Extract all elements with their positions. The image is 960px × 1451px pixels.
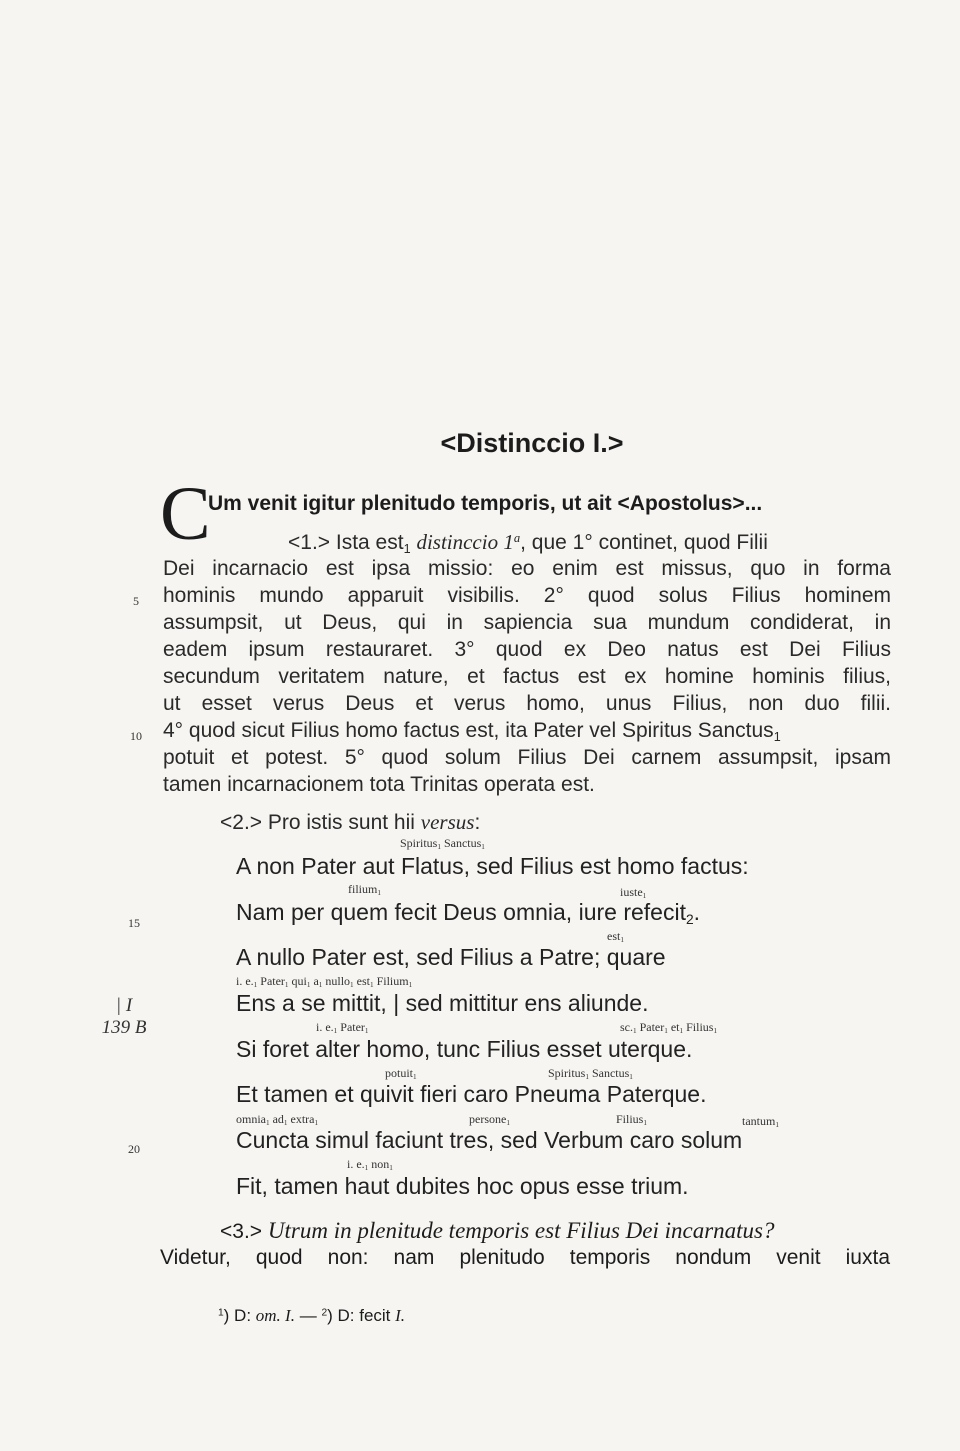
para1-line-4: assumpsit, ut Deus, qui in sapiencia sua mundum condiderat, in bbox=[163, 611, 891, 634]
paragraph-3-heading: <3.> Utrum in plenitude temporis est Filius Dei incarnatus? bbox=[220, 1218, 775, 1243]
para1-line-9: potuit et potest. 5° quod solum Filius Dei carnem assumpsit, ipsam bbox=[163, 746, 891, 769]
para1-line-3: hominis mundo apparuit visibilis. 2° quod solus Filius hominem bbox=[163, 584, 891, 607]
verse-line: Fit, tamen haut dubites hoc opus esse trium. bbox=[236, 1173, 689, 1199]
gloss: i. $e._1$ non$_1$ bbox=[347, 1157, 393, 1173]
gloss: iuste$_1$ bbox=[620, 885, 647, 901]
para1-line-10: tamen incarnacionem tota Trinitas operata est. bbox=[163, 773, 595, 796]
gloss: filium$_1$ bbox=[348, 882, 381, 898]
verse-line: A nullo Pater est, sed Filius a Patre; quare bbox=[236, 944, 666, 970]
gloss: Spiritus$_1$ Sanctus$_1$ bbox=[548, 1066, 633, 1082]
gloss: omnia$_1$ $ad_1$ extra$_1$ bbox=[236, 1112, 319, 1128]
incipit-line: Um venit igitur plenitudo temporis, ut ait <Apostolus>... bbox=[208, 492, 763, 515]
gloss: est$_1$ bbox=[607, 929, 624, 945]
verse-line: Nam per quem fecit Deus omnia, iure refecit$_2$. bbox=[236, 899, 701, 928]
gloss: tantum$_1$ bbox=[742, 1114, 779, 1130]
para1-line-6: secundum veritatem nature, et factus est ex homine hominis filius, bbox=[163, 665, 891, 688]
margin-reference: | I 139 B bbox=[101, 995, 147, 1038]
footnote: $^1$) D: om. I. — $^2$) D: fecit I. bbox=[218, 1306, 406, 1325]
gloss: persone$_1$ bbox=[469, 1112, 510, 1128]
paragraph-3-line: Videtur, quod non: nam plenitudo temporis nondum venit iuxta bbox=[160, 1246, 890, 1269]
para1-line-5: eadem ipsum restauraret. 3° quod ex Deo natus est Dei Filius bbox=[163, 638, 891, 661]
drop-cap: C bbox=[160, 472, 211, 556]
verse-line: Cuncta simul faciunt tres, sed Verbum caro solum bbox=[236, 1127, 743, 1153]
versus-intro: <2.> Pro istis sunt hii versus: bbox=[220, 810, 481, 834]
verse-line: Ens a se mittit, | sed mittitur ens aliunde. bbox=[236, 990, 649, 1016]
line-number: 10 bbox=[130, 729, 142, 743]
gloss: potuit$_1$ bbox=[385, 1066, 417, 1082]
line-number: 20 bbox=[128, 1142, 140, 1156]
para1-line-2: Dei incarnacio est ipsa missio: eo enim est missus, quo in forma bbox=[163, 557, 891, 580]
line-number: 5 bbox=[133, 594, 139, 608]
chapter-title: <Distinccio I.> bbox=[440, 428, 624, 458]
line-number: 15 bbox=[128, 916, 140, 930]
verse-line: Et tamen et quivit fieri caro Pneuma Paterque. bbox=[236, 1081, 707, 1107]
para1-line-8: 4° quod sicut Filius homo factus est, ita Pater vel Spiritus Sanctus$_1$ bbox=[163, 719, 781, 744]
gloss: i. $e._1$ Pater$_1$ qui$_1$ $a_1$ nullo$_1$ est$_1$ Filium$_1$ bbox=[236, 974, 413, 990]
gloss: i. $e._1$ Pater$_1$ bbox=[316, 1020, 369, 1036]
verse-line: A non Pater aut Flatus, sed Filius est homo factus: bbox=[236, 853, 749, 879]
gloss: Filius$_1$ bbox=[616, 1112, 647, 1128]
gloss: $sc._1$ Pater$_1$ $et_1$ Filius$_1$ bbox=[620, 1020, 718, 1036]
verse-line: Si foret alter homo, tunc Filius esset uterque. bbox=[236, 1036, 693, 1062]
gloss: Spiritus$_1$ Sanctus$_1$ bbox=[400, 836, 485, 852]
para1-line-7: ut esset verus Deus et verus homo, unus Filius, non duo filii. bbox=[163, 692, 891, 715]
para1-line-1: <1.> Ista est$_1$ distinccio 1$^a$, que 1° continet, quod Filii bbox=[288, 530, 768, 556]
